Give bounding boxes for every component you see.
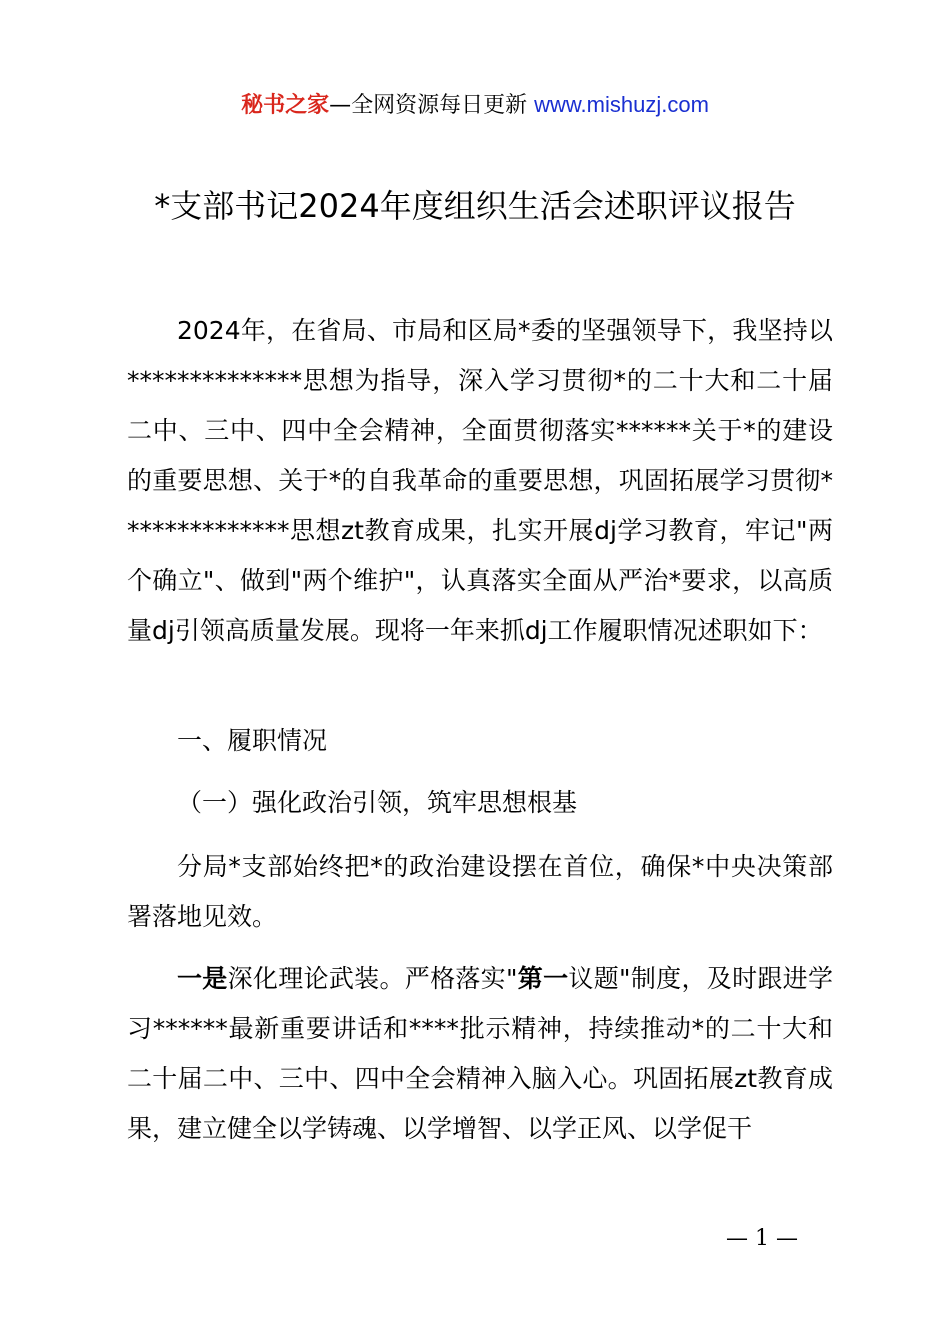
site-banner	[0, 88, 950, 123]
branch-intro-paragraph: 分局*支部始终把*的政治建设摆在首位，确保*中央决策部署落地见效。	[127, 852, 833, 931]
point-one-paragraph	[127, 954, 833, 1154]
website-link[interactable]: www.mishuzj.com	[534, 92, 709, 117]
banner-tagline: —全网资源每日更新	[329, 93, 535, 118]
section-heading: 一、履职情况	[177, 726, 328, 755]
point-one-text-b: 议题"制度，及时跟进学习******最新重要讲话和****批示精神，持续推动*的二十大和二十届二中、三中、四中全会精神入脑入心。巩固拓展zt教育成果，建立健全以学铸魂、以学增智、以学正风、以学促干	[127, 964, 833, 1143]
point-one-block	[127, 954, 833, 1154]
point-one-bold: 第一	[517, 964, 569, 993]
page-number: — 1 —	[726, 1226, 798, 1251]
section-heading-block	[127, 716, 833, 766]
branch-intro-block	[127, 842, 833, 942]
document-title: *支部书记2024年度组织生活会述职评议报告	[154, 187, 796, 225]
subsection-heading-block	[127, 778, 833, 828]
subsection-heading: （一）强化政治引领，筑牢思想根基	[177, 788, 578, 817]
point-one-lead: 一是	[177, 964, 228, 993]
brand-name: 秘书之家	[241, 93, 330, 118]
intro-paragraph-block	[127, 306, 833, 656]
intro-paragraph: 2024年，在省局、市局和区局*委的坚强领导下，我坚持以**************思想为指导，深入学习贯彻*的二十大和二十届二中、三中、四中全会精神，全面贯彻落实******关于*的建设的重要思想、关于*的自我革命的重要思想，巩固拓展学习贯彻**************思想zt教育成果，扎实开展dj学习教育，牢记"两个确立"、做到"两个维护"，认真落实全面从严治*要求，以高质量dj引领高质量发展。现将一年来抓dj工作履职情况述职如下：	[127, 316, 833, 645]
point-one-text-a: 深化理论武装。严格落实"	[227, 964, 518, 993]
